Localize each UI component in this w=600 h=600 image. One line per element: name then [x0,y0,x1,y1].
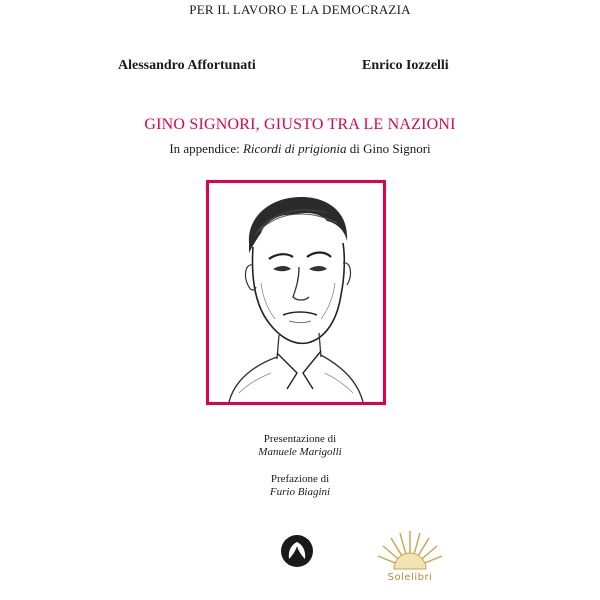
author-alessandro-affortunati: Alessandro Affortunati [118,58,256,73]
portrait-frame [206,180,386,405]
presentation-label: Presentazione di [263,433,337,445]
wing-emblem-icon [279,533,315,569]
portrait-sketch-illustration [209,183,383,402]
sun-rays-icon [372,525,448,571]
preface-credit [0,473,600,499]
preface-name: Furio Biagini [269,486,331,498]
publisher-emblem [279,533,315,574]
book-subtitle [0,141,600,157]
preface-label: Prefazione di [270,473,330,485]
subtitle-italic: Ricordi di prigionia [242,141,347,156]
subtitle-suffix: di Gino Signori [346,141,431,156]
presentation-name: Manuele Marigolli [258,446,342,458]
publisher-name: Solelibri [387,572,433,583]
subtitle-prefix: In appendice: [169,141,243,156]
presentation-credit [0,433,600,459]
series-title: PER IL LAVORO E LA DEMOCRAZIA [189,2,411,17]
author-enrico-iozzelli: Enrico Iozzelli [362,58,449,73]
publisher-logo [372,525,448,583]
book-title: GINO SIGNORI, GIUSTO TRA LE NAZIONI [144,116,456,133]
